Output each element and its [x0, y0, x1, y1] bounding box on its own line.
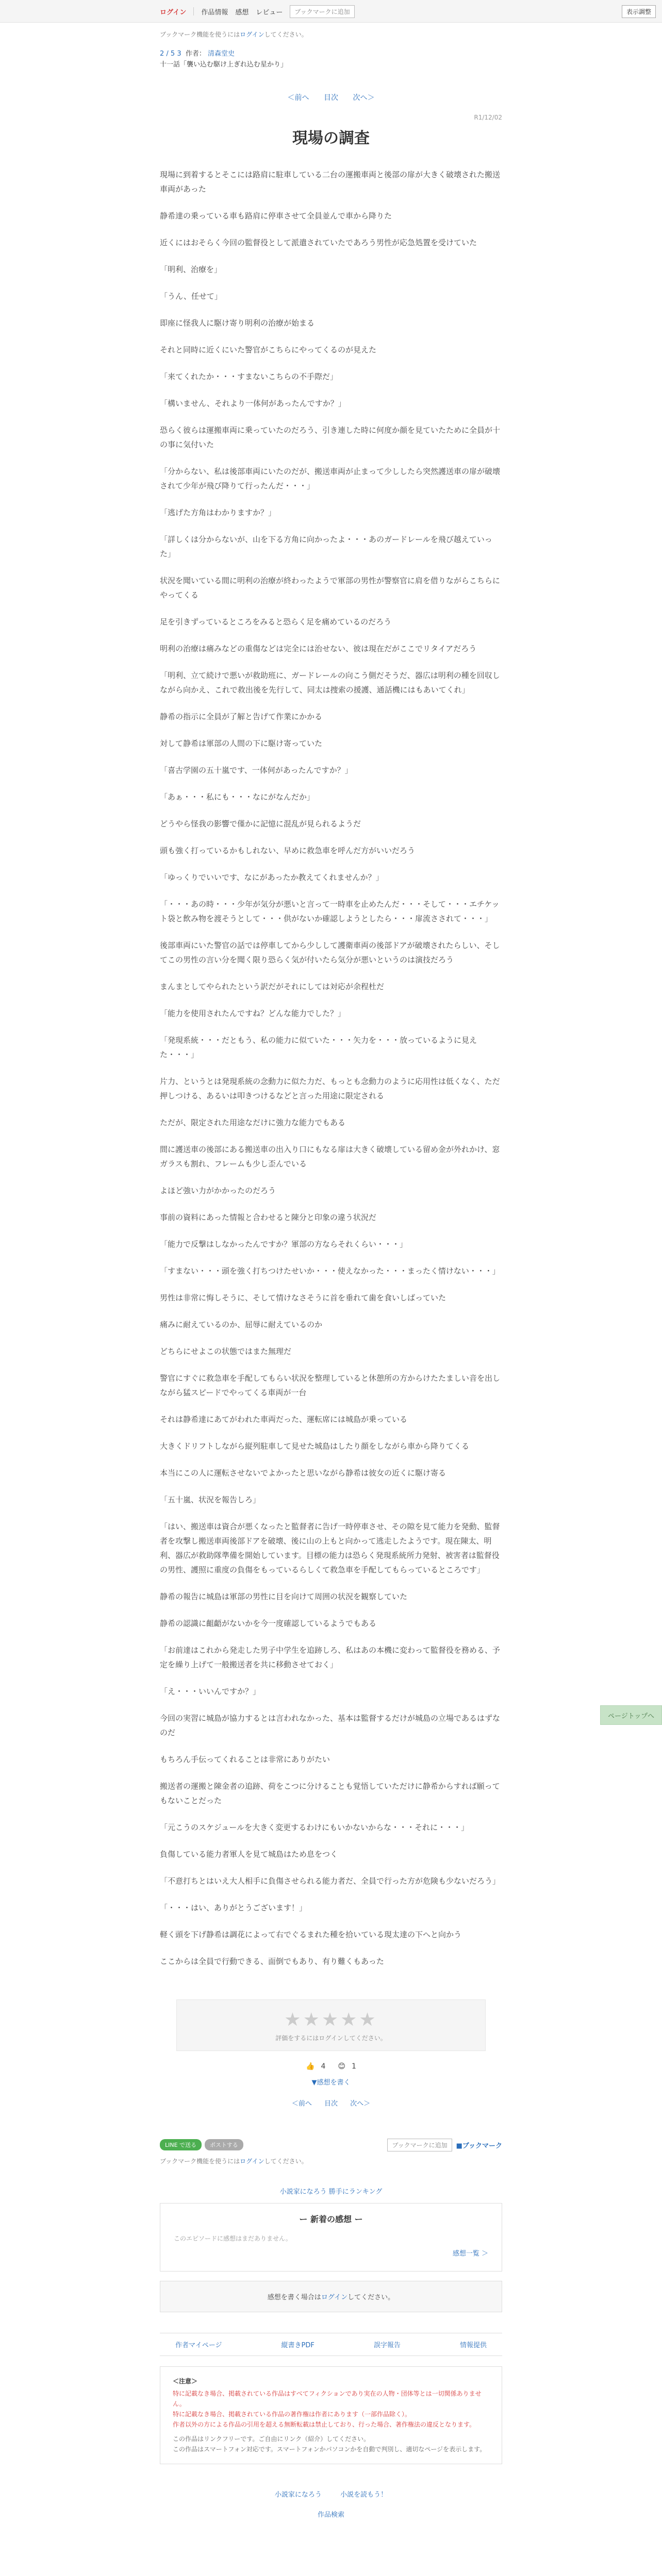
vertical-pdf-link[interactable]: 縦書きPDF — [281, 2341, 315, 2349]
novel-paragraph: よほど強い力がかかったのだろう — [160, 1185, 276, 1195]
prev-link[interactable]: ＜前へ — [291, 2099, 312, 2108]
display-settings-button[interactable]: 表示調整 — [622, 5, 656, 18]
footer-link-narou[interactable]: 小説家になろう — [274, 2490, 322, 2499]
novel-paragraph: 今回の実習に城島が協力するとは言われなかった、基本は監督するだけが城島の立場であるはずなのだ — [160, 1713, 501, 1737]
novel-paragraph: 「五十嵐、状況を報告しろ」 — [160, 1495, 261, 1504]
novel-paragraph: 大きくドリフトしながら縦列駐車して見せた城島はしたり顔をしながら車から降りてくる — [160, 1441, 470, 1451]
bottom-bookmark — [387, 2139, 502, 2151]
novel-paragraph: 対して静希は軍部の人間の下に駆け寄っていた — [160, 738, 323, 748]
next-link[interactable]: 次へ＞ — [350, 2099, 371, 2108]
novel-paragraph: 搬送者の運搬と陳金者の追跡、荷をこつに分けることも覚悟していただけに静希からすれば願ってもないことだった — [160, 1781, 500, 1805]
page-top-button[interactable]: ページトップへ — [600, 1705, 662, 1725]
novel-paragraph: ただが、限定された用途なだけに強力な能力でもある — [160, 1117, 346, 1127]
star-icon[interactable]: ★ — [321, 2009, 341, 2030]
caution-note: この作品はリンクフリーです。ご自由にリンク（紹介）してください。 — [173, 2435, 370, 2443]
impressions-more — [174, 2248, 488, 2258]
reaction-count: 4 — [321, 2062, 326, 2071]
author-link[interactable]: 清森堂史 — [208, 50, 235, 58]
novel-paragraph: 「あぁ・・・私にも・・・なにがなんだか」 — [160, 792, 315, 802]
login-notice-prefix: ブックマーク機能を使うには — [160, 31, 240, 38]
nav-item-info[interactable]: 作品情報 — [201, 8, 228, 16]
novel-paragraph: 即座に怪我人に駆け寄り明利の治療が始まる — [160, 318, 315, 328]
work-tools-nav — [160, 2333, 502, 2356]
novel-paragraph: 「来てくれたか・・・すまないこちらの不手際だ」 — [160, 371, 338, 381]
impressions-empty: このエピソードに感想はまだありません。 — [174, 2234, 292, 2242]
header — [0, 0, 662, 23]
footer-links — [160, 2489, 502, 2499]
novel-paragraph: 痛みに耐えているのか、屈辱に耐えているのか — [160, 1319, 323, 1329]
star-icon[interactable]: ★ — [340, 2009, 359, 2030]
novel-paragraph: ここからは全員で行動できる、面倒でもあり、有り難くもあった — [160, 1956, 384, 1966]
star-icon[interactable]: ★ — [359, 2009, 378, 2030]
rating-stars[interactable] — [177, 2009, 485, 2030]
novel-paragraph: 静希の報告に城島は軍部の男性に目を向けて周囲の状況を観察していた — [160, 1591, 408, 1601]
caution-line: 特に記載なき場合、掲載されている作品はすべてフィクションであり実在の人物・団体等とは一切関係ありません。 — [173, 2389, 482, 2408]
bottom-login-notice — [160, 2157, 502, 2165]
novel-paragraph: 警官にすぐに救急車を手配してもらい状況を整理していると休憩所の方からけたたましい音を出しながら猛スピードでやってくる車両が一台 — [160, 1373, 501, 1397]
novel-paragraph: もちろん手伝ってくれることは非常にありがたい — [160, 1754, 330, 1764]
bookmark-button[interactable]: ブックマークに追加 — [290, 5, 354, 18]
star-icon[interactable]: ★ — [303, 2009, 322, 2030]
nav-item-impressions[interactable]: 感想 — [235, 8, 249, 16]
post-share-button[interactable]: ポストする — [205, 2139, 243, 2150]
ranking-link[interactable]: 小説家になろう 勝手にランキング — [279, 2188, 383, 2196]
author-label: 作者： — [185, 50, 206, 58]
work-search-link[interactable]: 作品検索 — [317, 2511, 344, 2519]
caution-title: ＜注意＞ — [173, 2377, 198, 2385]
divider — [193, 7, 194, 15]
new-impressions-box — [160, 2203, 502, 2272]
login-box-suffix: してください。 — [347, 2293, 395, 2301]
novel-paragraph: 負傷している能力者軍人を見て城島はため息をつく — [160, 1849, 338, 1859]
bottom-login-notice-link[interactable]: ログイン — [240, 2157, 264, 2165]
novel-paragraph: 「構いません、それより一体何があったんですか？」 — [160, 398, 346, 408]
bookmark-add-button[interactable]: ブックマークに追加 — [387, 2139, 452, 2151]
login-notice — [160, 30, 502, 39]
rating-box — [176, 1999, 486, 2051]
caution-line: 作者以外の方による作品の引用を超える無断転載は禁止しており、行った場合、著作権法の違反となります。 — [173, 2420, 476, 2428]
reaction-icon: 😊 — [338, 2062, 346, 2071]
login-notice-suffix: してください。 — [264, 31, 308, 38]
novel-paragraph: 現場に到着するとそこには路肩に駐車している二台の運搬車両と後部の扉が大きく破壊された搬送車両があった — [160, 170, 501, 194]
episode-pager-bottom — [160, 2098, 502, 2108]
impressions-list-link[interactable]: 感想一覧 ＞ — [452, 2249, 488, 2258]
novel-paragraph: どうやら怪我の影響で僅かに記憶に混乱が見られるようだ — [160, 819, 361, 828]
novel-paragraph: 「明利、立て続けで悪いが救助班に、ガードレールの向こう側だそうだ、器広は明利の種を回収しながら向かえ、これで救出後を先行して、同太は捜索の援護、通話機にはもあいてくれ」 — [160, 670, 500, 694]
login-link[interactable]: ログイン — [160, 8, 187, 16]
reaction-button[interactable] — [303, 2062, 328, 2071]
novel-paragraph: 「能力で反撃はしなかったんですか？軍部の方ならそれくらい・・・」 — [160, 1239, 408, 1249]
novel-paragraph: 「すまない・・・頭を強く打ちつけたせいか・・・使えなかった・・・まったく情けない・・・」 — [160, 1266, 500, 1276]
ranking-links — [160, 2186, 502, 2196]
novel-paragraph: 静希の認識に齟齬がないかを今一度確認しているようでもある — [160, 1618, 377, 1628]
star-icon[interactable]: ★ — [284, 2009, 303, 2030]
novel-paragraph: 「不意打ちとはいえ大人相手に負傷させられる能力者だ、全員で行った方が危険も少ないだろう」 — [160, 1876, 501, 1886]
novel-paragraph: それと同時に近くにいた警官がこちらにやってくるのが見えた — [160, 345, 377, 354]
write-impression-link — [160, 2077, 502, 2087]
novel-paragraph: 静希達の乗っている車も路肩に停車させて全員並んで車から降りた — [160, 211, 392, 221]
author-mypage-link[interactable]: 作者マイページ — [175, 2341, 222, 2349]
novel-paragraph: 「逃げた方角はわかりますか？」 — [160, 507, 276, 517]
write-impression-anchor[interactable]: ▼感想を書く — [311, 2078, 351, 2087]
footer-search — [160, 2509, 502, 2519]
novel-paragraph: 「明利、治療を」 — [160, 264, 222, 274]
series-title: 十一話「襲い込む駆け上ぎれ込む星かり」 — [160, 60, 288, 69]
novel-paragraph: それは静希達にあてがわれた車両だった、運転席には城島が乗っている — [160, 1414, 408, 1424]
reaction-count: 1 — [352, 2062, 356, 2071]
login-box-prefix: 感想を書く場合は — [267, 2293, 321, 2301]
novel-paragraph: 軽く頭を下げ静希は調花によって右でぐるまれた種を拾いている現太達の下へと向かう — [160, 1929, 462, 1939]
login-notice-link[interactable]: ログイン — [240, 31, 264, 38]
novel-paragraph: 「はい、搬送車は資合が悪くなったと監督者に告げ一時停車させ、その隙を見て能力を発動、監督者を攻撃し搬送車両後部ドアを破壊、後に山の上もと向かって逃走したようです。現在陳太、明利、器広が救助隊準備を開始しています。目標の能力は恐らく発現系統所力発射、被害者は監督役の男性、護照に重度の負傷をもっているらしくて救急車を手配してもらっているところです」 — [160, 1521, 500, 1574]
share-bar — [160, 2139, 502, 2151]
novel-paragraph: 「うん、任せて」 — [160, 291, 222, 301]
novel-paragraph: 「分からない、私は後部車両にいたのだが、搬送車両が止まって少ししたら突然護送車の扉が破壊されて少年が飛び降りて行ったんだ・・・」 — [160, 466, 501, 490]
reaction-button[interactable] — [335, 2062, 359, 2071]
novel-paragraph: 「発現系統・・・だともう、私の能力に似ていた・・・矢力を・・・放っているように見えた・・・」 — [160, 1035, 477, 1059]
bookmark-link[interactable]: ■ブックマーク — [456, 2142, 502, 2150]
impressions-title: ー 新着の感想 ー — [299, 2214, 363, 2224]
episode-number: 2 / 5 3 — [160, 50, 181, 58]
post-date: R1/12/02 — [474, 113, 502, 121]
episode-author-line — [160, 49, 502, 60]
novel-paragraph: 男性は非常に悔しそうに、そして情けなさそうに首を垂れて歯を食いしばっていた — [160, 1293, 446, 1302]
bottom-login-notice-prefix: ブックマーク機能を使うには — [160, 2157, 240, 2165]
novel-paragraph: 本当にこの人に運転させないでよかったと思いながら静希は彼女の近くに駆け寄る — [160, 1468, 446, 1478]
write-impression-login-box — [160, 2281, 502, 2312]
novel-paragraph: 事前の資料にあった情報と合わせると陳分と印象の違う状況だ — [160, 1212, 376, 1222]
episode-meta — [160, 49, 502, 71]
episode-pager-top — [160, 92, 502, 103]
reaction-bar — [160, 2062, 502, 2071]
prev-link[interactable]: ＜前へ — [287, 93, 309, 102]
novel-paragraph: 頭も強く打っているかもしれない、早めに救急車を呼んだ方がいいだろう — [160, 845, 416, 855]
novel-paragraph: 明利の治療は痛みなどの重傷などは完全には治せない、彼は現在だがここでリタイアだろう — [160, 643, 477, 653]
novel-paragraph: 片力、というとは発現系統の念動力に似た力だ、もっとも念動力のように応用性は低くなく、ただ押しつける、あるいは叩きつけるなどと言った用途に限定される — [160, 1076, 500, 1100]
novel-paragraph: 後部車両にいた警官の話では停車してから少しして護衛車両の後部ドアが破壊されたらしい、そしてこの男性の言い分を聞く限り恐らく気が付いたら気分が悪いというのは演技だろう — [160, 940, 500, 964]
novel-paragraph: 間に護送車の後部にある搬送車の出入り口にもなる扉は大きく破壊している留め金が外れかけ、窓ガラスも割れ、フレームも少し歪んでいる — [160, 1144, 500, 1168]
rating-note: 評価をするにはログインしてください。 — [275, 2034, 387, 2042]
episode-title: 現場の調査 — [292, 129, 370, 147]
caution-note: この作品はスマートフォン対応です。スマートフォンかパソコンかを自動で判別し、適切なページを表示します。 — [173, 2445, 486, 2453]
header-nav — [160, 0, 502, 23]
share-badges — [160, 2139, 243, 2150]
novel-paragraph: 近くにはおそらく今回の監督役として派遣されていたであろう男性が応急処置を受けていた — [160, 238, 477, 247]
novel-paragraph: 状況を聞いている間に明利の治療が終わったようで軍部の男性が警察官に肩を借りながらこちらにやってくる — [160, 575, 500, 600]
toc-link[interactable]: 目次 — [324, 2099, 338, 2108]
novel-paragraph: 足を引きずっているところをみると恐らく足を痛めているのだろう — [160, 617, 392, 626]
novel-paragraph: 「詳しくは分からないが、山を下る方角に向かったよ・・・あのガードレールを飛び越えていった」 — [160, 534, 492, 558]
info-provide-link[interactable]: 情報提供 — [459, 2341, 487, 2349]
novel-paragraph: まんまとしてやられたという訳だがそれにしては対応が余程杜だ — [160, 981, 385, 991]
novel-paragraph: 「ゆっくりでいいです、なにがあったか教えてくれませんか？」 — [160, 872, 384, 882]
novel-paragraph: 「お前達はこれから発走した男子中学生を追跡しろ、私はあの本機に変わって監督役を務める、予定を繰り上げて一般搬送者を共に移動させておく」 — [160, 1645, 500, 1669]
novel-paragraph: 「元こうのスケジュールを大きく変更するわけにもいかないからな・・・それに・・・」 — [160, 1822, 469, 1832]
reaction-icon: 👍 — [306, 2062, 315, 2071]
next-link[interactable]: 次へ＞ — [353, 93, 375, 102]
caution-line: 特に記載なき場合、掲載されている作品の著作権は作者にあります（一部作品除く）。 — [173, 2410, 411, 2418]
main-content — [160, 30, 502, 2519]
toc-link[interactable]: 目次 — [324, 93, 338, 102]
novel-paragraph: どちらにせよこの状態ではまた無理だ — [160, 1346, 292, 1356]
novel-paragraph: 「・・・はい、ありがとうございます！」 — [160, 1903, 307, 1912]
bottom-login-notice-suffix: してください。 — [264, 2157, 308, 2165]
novel-paragraph: 恐らく彼らは運搬車両に乗っていたのだろう、引き連した時に何度か顔を見ていたために全員が十の事に気付いた — [160, 425, 501, 449]
novel-paragraph: 「能力を使用されたんですね？どんな能力でした？」 — [160, 1008, 346, 1018]
novel-paragraph: 「え・・・いいんですか？」 — [160, 1686, 261, 1696]
novel-paragraph: 静希の指示に全員が了解と告げて作業にかかる — [160, 711, 323, 721]
typo-report-link[interactable]: 誤字報告 — [373, 2341, 401, 2349]
novel-body — [160, 167, 502, 1969]
footer-link-yomou[interactable]: 小説を読もう！ — [340, 2490, 388, 2499]
novel-paragraph: 「喜古学園の五十嵐です、一体何があったんですか？」 — [160, 765, 353, 775]
nav-item-review[interactable]: レビュー — [256, 8, 283, 16]
caution-box — [160, 2366, 502, 2464]
login-box-link[interactable]: ログイン — [321, 2293, 348, 2301]
line-share-button[interactable]: LINE で送る — [160, 2139, 202, 2150]
novel-paragraph: 「・・・あの時・・・少年が気分が悪いと言って一時車を止めたんだ・・・そして・・・エチケット袋と飲み物を渡そうとして・・・供がないか確認しようとしたら・・・扉流さされて・・・」 — [160, 899, 500, 923]
